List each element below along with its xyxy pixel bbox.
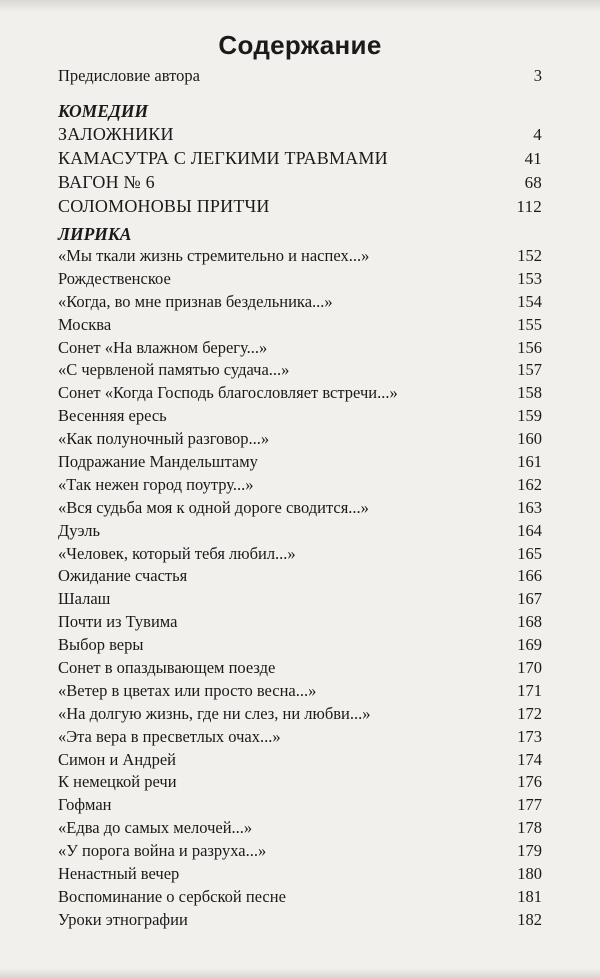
toc-row-page: 174: [517, 749, 542, 769]
toc-row: [58, 910, 542, 933]
toc-row-page: 153: [517, 268, 542, 288]
toc-row-label: «Едва до самых мелочей...»: [58, 818, 253, 838]
toc-row-page: 152: [517, 246, 542, 265]
toc-row-page: 165: [517, 543, 542, 563]
toc-row: [58, 269, 542, 292]
toc-row-page: 158: [517, 383, 542, 403]
toc-row: [58, 841, 542, 864]
toc-row: [58, 818, 542, 841]
toc-row-page: 168: [517, 612, 542, 632]
toc-row-label: КАМАСУТРА С ЛЕГКИМИ ТРАВМАМИ: [58, 148, 388, 168]
toc-row-label: Выбор веры: [58, 635, 144, 655]
toc-row-page: 170: [517, 658, 542, 678]
toc-row-page: 161: [517, 452, 542, 472]
toc-row-label: ВАГОН № 6: [58, 172, 155, 192]
page-top-shadow: [0, 0, 600, 12]
section-heading-comedies: КОМЕДИИ: [58, 101, 149, 121]
toc-row-label: К немецкой речи: [58, 772, 177, 792]
toc-row-page: 159: [517, 406, 542, 426]
toc-row-label: Почти из Тувима: [58, 612, 178, 632]
toc-row-page: 178: [517, 818, 542, 838]
toc-row-label: Подражание Мандельштаму: [58, 452, 258, 472]
toc-row-label: «Как полуночный разговор...»: [58, 429, 270, 449]
toc-row-page: 167: [517, 589, 542, 609]
toc-row: [58, 406, 542, 429]
toc-row-page: 172: [517, 703, 542, 723]
toc-row-page: 180: [517, 864, 542, 884]
toc-row-page: 177: [517, 795, 542, 815]
toc-row: [58, 360, 542, 383]
toc-row: [58, 148, 542, 172]
toc-row-page: 154: [517, 291, 542, 311]
toc-row-label: «Человек, который тебя любил...»: [58, 543, 296, 563]
toc-row: [58, 172, 542, 196]
toc-row-page: 4: [533, 125, 542, 144]
section-heading-lyrics: ЛИРИКА: [58, 224, 132, 244]
toc-row-page: 166: [517, 566, 542, 586]
toc-row: [58, 612, 542, 635]
toc-row-page: 41: [524, 149, 542, 168]
toc-row-label: Воспоминание о сербской песне: [58, 886, 286, 906]
toc-row: [58, 635, 542, 658]
toc-row-page: 164: [517, 520, 542, 540]
toc-row-label: «У порога война и разруха...»: [58, 841, 267, 861]
toc-row: [58, 658, 542, 681]
toc-row-page: 163: [517, 497, 542, 517]
toc-row: [58, 338, 542, 361]
toc-row: [58, 292, 542, 315]
toc-row: [58, 750, 542, 773]
toc-row-label: «Мы ткали жизнь стремительно и наспех...»: [58, 246, 370, 265]
toc-row: [58, 566, 542, 589]
toc-row: [58, 887, 542, 910]
toc-row-label: Уроки этнографии: [58, 909, 188, 929]
toc-row-label: Шалаш: [58, 589, 111, 609]
toc-row-label: «Эта вера в пресветлых очах...»: [58, 726, 281, 746]
toc-row: [58, 727, 542, 750]
toc-row: [58, 315, 542, 338]
toc-row-label: «Ветер в цветах или просто весна...»: [58, 680, 317, 700]
toc-row-page: 181: [517, 886, 542, 906]
toc-row: [58, 795, 542, 818]
comedies-list: [58, 124, 542, 220]
toc-row-label: Дуэль: [58, 520, 101, 540]
toc-row-page: 160: [517, 429, 542, 449]
toc-row-label: Весенняя ересь: [58, 406, 167, 426]
toc-row-label: Рождественское: [58, 268, 171, 288]
toc-row-page: 156: [517, 337, 542, 357]
toc-row-label: «Когда, во мне признав бездельника...»: [58, 291, 333, 311]
toc-row: [58, 772, 542, 795]
toc-row-page: 162: [517, 474, 542, 494]
toc-row-label: «Вся судьба моя к одной дороге сводится...»: [58, 497, 369, 517]
toc-row: [58, 544, 542, 567]
toc-row: [58, 704, 542, 727]
toc-row-label: СОЛОМОНОВЫ ПРИТЧИ: [58, 196, 270, 216]
toc-row-label: Москва: [58, 314, 112, 334]
toc-row-page: 169: [517, 635, 542, 655]
toc-row-page: 179: [517, 841, 542, 861]
toc-row-label: Ненастный вечер: [58, 864, 180, 884]
toc-row-page: 3: [533, 66, 542, 85]
toc-row-label: Гофман: [58, 795, 112, 815]
toc-row-page: 173: [517, 726, 542, 746]
toc-row-label: Симон и Андрей: [58, 749, 176, 769]
toc-row: [58, 681, 542, 704]
toc-row: [58, 589, 542, 612]
toc-row-page: 155: [517, 314, 542, 334]
toc-row-label: «На долгую жизнь, где ни слез, ни любви...»: [58, 703, 371, 723]
toc-row-page: 176: [517, 772, 542, 792]
toc-row: [58, 521, 542, 544]
toc-row: [58, 429, 542, 452]
toc-row-page: 157: [517, 360, 542, 380]
toc-row-label: Предисловие автора: [58, 66, 200, 85]
toc-row: [58, 196, 542, 220]
toc-row-page: 182: [517, 909, 542, 929]
lyrics-list: [58, 246, 542, 933]
toc-row-label: Сонет в опаздывающем поезде: [58, 658, 276, 678]
toc-row: [58, 124, 542, 148]
toc-row-page: 68: [524, 173, 542, 192]
toc-row: [58, 383, 542, 406]
toc-row-preface: [58, 66, 542, 86]
page-bottom-shadow: [0, 968, 600, 978]
page-title: Содержание: [218, 30, 382, 60]
toc-row: [58, 452, 542, 475]
toc-row-label: Ожидание счастья: [58, 566, 188, 586]
toc-row: [58, 475, 542, 498]
toc-row-label: ЗАЛОЖНИКИ: [58, 124, 174, 144]
toc-row: [58, 246, 542, 269]
toc-row-label: «Так нежен город поутру...»: [58, 474, 254, 494]
toc-row-label: Сонет «На влажном берегу...»: [58, 337, 268, 357]
toc-row: [58, 864, 542, 887]
toc-row: [58, 498, 542, 521]
toc-row-page: 171: [517, 680, 542, 700]
toc-row-page: 112: [516, 197, 542, 216]
toc-row-label: «С червленой памятью судача...»: [58, 360, 290, 380]
toc-row-label: Сонет «Когда Господь благословляет встречи...»: [58, 383, 398, 403]
